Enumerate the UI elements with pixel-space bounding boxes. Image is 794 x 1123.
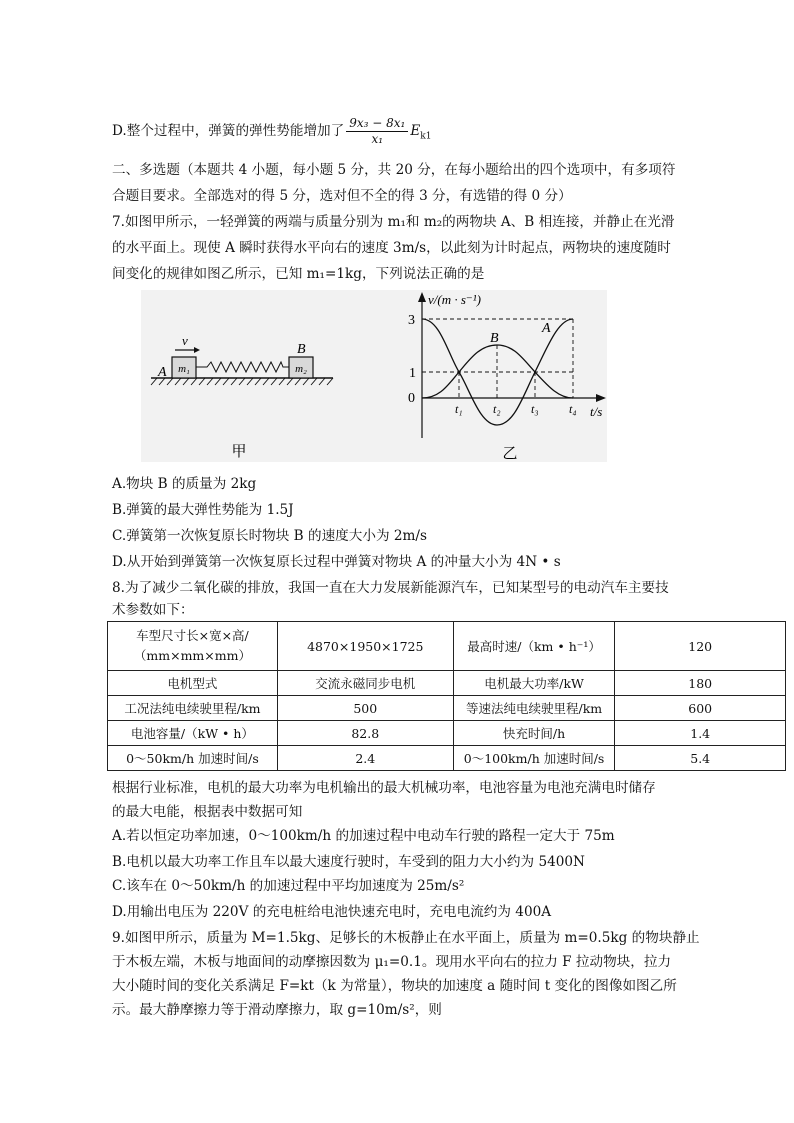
q8-after-line1: 根据行业标准，电机的最大功率为电机输出的最大机械功率，电池容量为电池充满电时储存 [112, 780, 656, 796]
q6-ek-symbol: E [410, 123, 421, 139]
q8-stem-line2: 术参数如下： [112, 602, 194, 618]
q7-figure-a [141, 290, 351, 462]
velocity-arrow-head [194, 347, 200, 353]
x-axis-arrow [596, 394, 606, 402]
q6-option-d [112, 116, 431, 147]
q8-option-a: A.若以恒定功率加速，0～100km/h 的加速过程中电动车行驶的路程一定大于 75m [112, 828, 615, 844]
x-tick-t2: t₂ [493, 402, 501, 416]
section2-line1: 二、多选题（本题共 4 小题，每小题 5 分，共 20 分，在每小题给出的四个选项中，有多项符 [112, 162, 676, 178]
table-cell: 等速法纯电续驶里程/km [453, 696, 615, 721]
ground-hatching [151, 378, 333, 385]
x-tick-t1: t₁ [455, 402, 463, 416]
curve-A-label: A [542, 321, 551, 336]
table-row [108, 696, 786, 721]
q7-option-c: C.弹簧第一次恢复原长时物块 B 的速度大小为 2m/s [112, 528, 427, 544]
q7-option-b: B.弹簧的最大弹性势能为 1.5J [112, 502, 294, 518]
x-axis-label: t/s [590, 404, 603, 419]
label-v: v [182, 333, 188, 348]
label-m2: m₂ [295, 363, 307, 375]
table-cell: 交流永磁同步电机 [277, 671, 453, 696]
q6-option-d-prefix: D.整个过程中，弹簧的弹性势能增加了 [112, 123, 345, 139]
curve-B-label: B [490, 331, 499, 346]
table-cell: 82.8 [277, 721, 453, 746]
q8-option-c: C.该车在 0～50km/h 的加速过程中平均加速度为 25m/s² [112, 878, 465, 894]
table-cell: 0～100km/h 加速时间/s [453, 746, 615, 771]
table-cell: 5.4 [615, 746, 786, 771]
q6-fraction [346, 116, 408, 147]
q7-stem-line1: 7.如图甲所示，一轻弹簧的两端与质量分别为 m₁和 m₂的两物块 A、B 相连接，并静止在光滑 [112, 214, 675, 230]
table-cell: 2.4 [277, 746, 453, 771]
table-cell: 4870×1950×1725 [277, 622, 453, 671]
y-tick-1: 1 [409, 366, 416, 381]
q8-option-d: D.用输出电压为 220V 的充电桩给电池快速充电时，充电电流约为 400A [112, 904, 552, 920]
q6-ek-subscript: k1 [420, 131, 432, 142]
y-tick-3: 3 [408, 313, 415, 328]
caption-yi: 乙 [502, 446, 518, 462]
table-cell: 最高时速/（km • h⁻¹） [453, 622, 615, 671]
q9-stem-line2: 于木板左端，木板与地面间的动摩擦因数为 μ₁=0.1。现用水平向右的拉力 F 拉动物块，拉力 [112, 954, 672, 970]
table-row [108, 721, 786, 746]
curve-B [422, 345, 573, 398]
q8-option-b: B.电机以最大功率工作且车以最大速度行驶时，车受到的阻力大小约为 5400N [112, 854, 585, 870]
q7-option-d: D.从开始到弹簧第一次恢复原长过程中弹簧对物块 A 的冲量大小为 4N • s [112, 554, 561, 570]
q8-after-line2: 的最大电能，根据表中数据可知 [112, 804, 303, 820]
table-cell: 180 [615, 671, 786, 696]
table-cell: 600 [615, 696, 786, 721]
q8-stem-line1: 8.为了减少二氧化碳的排放，我国一直在大力发展新能源汽车，已知某型号的电动汽车主要技 [112, 580, 669, 596]
table-cell: 电机型式 [108, 671, 278, 696]
label-B: B [297, 342, 306, 357]
table-cell: 0～50km/h 加速时间/s [108, 746, 278, 771]
x-tick-t3: t₃ [531, 402, 539, 416]
label-m1: m₁ [178, 363, 190, 375]
caption-jia: 甲 [231, 444, 247, 460]
section2-line2: 合题目要求。全部选对的得 5 分，选对但不全的得 3 分，有选错的得 0 分） [112, 188, 572, 204]
q9-stem-line1: 9.如图甲所示，质量为 M=1.5kg、足够长的木板静止在水平面上，质量为 m=0.5kg 的物块静止 [112, 930, 700, 946]
table-row [108, 622, 786, 671]
table-cell: 快充时间/h [453, 721, 615, 746]
table-cell: 500 [277, 696, 453, 721]
spring [196, 362, 289, 372]
table-cell: 工况法纯电续驶里程/km [108, 696, 278, 721]
label-A: A [158, 365, 167, 380]
q7-option-a: A.物块 B 的质量为 2kg [112, 476, 257, 492]
table-row [108, 746, 786, 771]
table-row [108, 671, 786, 696]
table-cell: 车型尺寸长×宽×高/ （mm×mm×mm） [108, 622, 278, 671]
q7-stem-line3: 间变化的规律如图乙所示，已知 m₁=1kg，下列说法正确的是 [112, 266, 485, 282]
y-tick-0: 0 [408, 391, 415, 406]
q9-stem-line3: 大小随时间的变化关系满足 F=kt（k 为常量），物块的加速度 a 随时间 t 变化的图像如图乙所 [112, 978, 677, 994]
q7-stem-line2: 的水平面上。现使 A 瞬时获得水平向右的速度 3m/s，以此刻为计时起点，两物块的速度随时 [112, 240, 671, 256]
y-axis-arrow [418, 292, 426, 302]
table-cell: 电池容量/（kW • h） [108, 721, 278, 746]
q7-figure-b [390, 288, 615, 466]
y-axis-label: v/(m · s⁻¹) [428, 292, 481, 307]
table-cell: 电机最大功率/kW [453, 671, 615, 696]
table-cell: 1.4 [615, 721, 786, 746]
x-tick-t4: t₄ [569, 402, 577, 416]
q8-spec-table [107, 621, 786, 771]
q6-fraction-numerator: 9x₃ − 8x₁ [346, 116, 408, 132]
q9-stem-line4: 示。最大静摩擦力等于滑动摩擦力，取 g=10m/s²，则 [112, 1002, 442, 1018]
table-cell: 120 [615, 622, 786, 671]
q6-fraction-denominator: x₁ [371, 132, 384, 146]
